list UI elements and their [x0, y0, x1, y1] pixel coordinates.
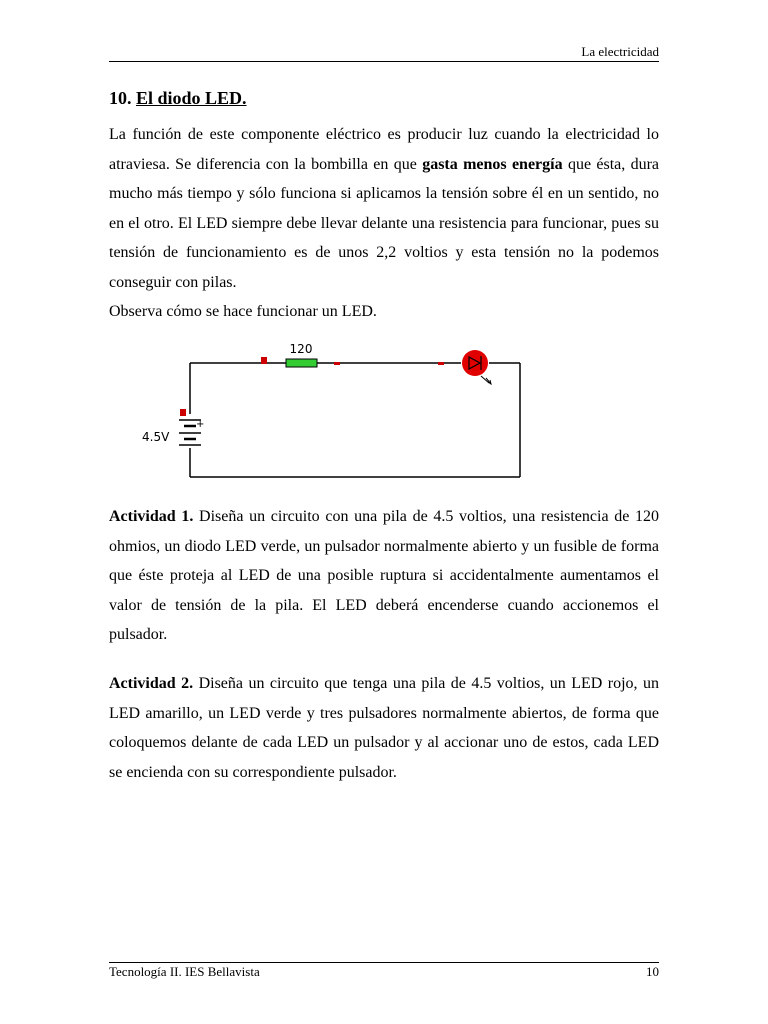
- running-header: La electricidad: [581, 44, 659, 59]
- intro-paragraph: [109, 120, 659, 298]
- led: [462, 350, 488, 376]
- intro-text-2: que ésta, dura mucho más tiempo y sólo funciona si aplicamos la tensión sobre él en un sentido, no en el otro. El LED siempre debe llevar delante una resistencia para funcionar, pues su tensión de funcionamiento es de unos 2,2 voltios y esta tensión no la podemos conseguir con pilas.: [109, 155, 660, 291]
- activity-1-label: Actividad 1.: [109, 508, 194, 525]
- activity-2-label: Actividad 2.: [109, 675, 194, 692]
- intro-text-1: La función de este componente eléctrico es producir luz cuando la electricidad lo atraviesa. Se diferencia con la bombilla en que: [109, 126, 659, 173]
- battery-polarity: +: [196, 419, 205, 430]
- led-circuit-diagram: [109, 332, 537, 484]
- resistor: [286, 359, 317, 367]
- activity-1-text: Diseña un circuito con una pila de 4.5 voltios, una resistencia de 120 ohmios, un diodo LED verde, un pulsador normalmente abierto y un fusible de forma que éste proteja al LED de una posible ruptura si accidentalmente aumentamos el valor de tensión de la pila. El LED deberá encenderse cuando accionemos el pulsador.: [109, 508, 660, 644]
- footer-rule: [109, 962, 659, 963]
- terminal-marker: [180, 409, 186, 416]
- observe-line: Observa cómo se hace funcionar un LED.: [109, 303, 377, 320]
- activity-1: [109, 502, 659, 650]
- section-title: El diodo LED.: [136, 88, 247, 108]
- page-number: 10: [646, 964, 659, 979]
- activity-2-text: Diseña un circuito que tenga una pila de 4.5 voltios, un LED rojo, un LED amarillo, un LED verde y tres pulsadores normalmente abiertos, de forma que coloquemos delante de cada LED un pulsador y al accionar uno de estos, cada LED se encienda con su correspondiente pulsador.: [109, 675, 660, 781]
- header-rule: [109, 61, 659, 62]
- terminal-marker: [334, 362, 340, 365]
- footer-text: Tecnología II. IES Bellavista: [109, 964, 260, 979]
- intro-bold: gasta menos energía: [422, 155, 563, 173]
- section-heading: [109, 86, 247, 110]
- battery-label: 4.5V: [142, 430, 170, 444]
- activity-2: [109, 669, 659, 787]
- section-number: 10.: [109, 88, 132, 108]
- resistor-label: 120: [289, 342, 313, 356]
- terminal-marker: [438, 362, 444, 365]
- terminal-marker: [261, 357, 267, 364]
